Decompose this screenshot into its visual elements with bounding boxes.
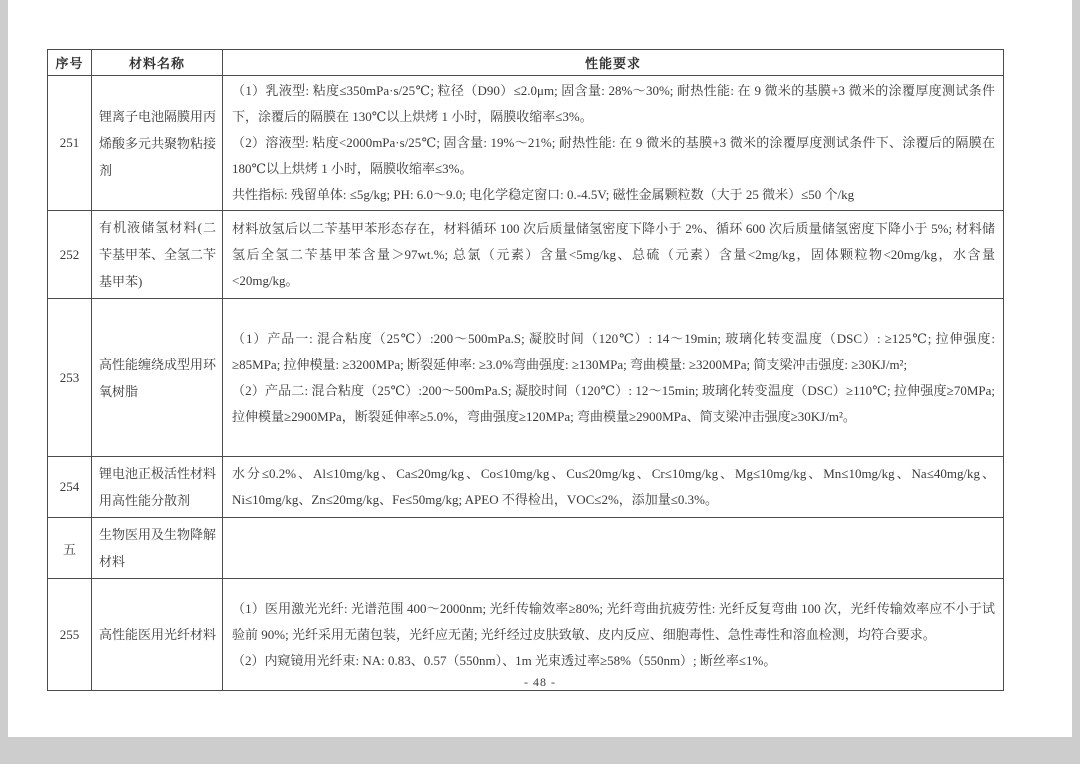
requirement-paragraph: （1）医用激光光纤: 光谱范围 400～2000nm; 光纤传输效率≥80%; 光纤弯曲抗疲劳性: 光纤反复弯曲 100 次，光纤传输效率应不小于试验前 90%; 光纤采用无菌包装，光纤应无菌; 光纤经过皮肤致敏、皮内反应、细胞毒性、急性毒性和溶血检测，均符合要求。 [232, 600, 995, 642]
row-index: 253 [48, 299, 92, 457]
requirements-cell [223, 76, 1004, 211]
requirements-cell [223, 457, 1004, 518]
page-number: - 48 - [524, 675, 556, 689]
requirements-cell [223, 211, 1004, 299]
table-row-category [48, 518, 1004, 579]
row-index: 255 [48, 579, 92, 691]
table-row [48, 211, 1004, 299]
requirements-cell [223, 579, 1004, 691]
row-index: 252 [48, 211, 92, 299]
requirement-paragraph: 共性指标: 残留单体: ≤5g/kg; PH: 6.0～9.0; 电化学稳定窗口: 0.-4.5V; 磁性金属颗粒数（大于 25 微米）≤50 个/kg [232, 187, 855, 202]
row-index: 254 [48, 457, 92, 518]
requirement-paragraph: （1）产品一: 混合粘度（25℃）:200～500mPa.S; 凝胶时间（120℃）: 14～19min; 玻璃化转变温度（DSC）: ≥125℃; 拉伸强度: ≥85MPa; 拉伸模量: ≥3200MPa; 断裂延伸率: ≥3.0%弯曲强度: ≥130MPa; 弯曲模量: ≥3200MPa; 简支梁冲击强度: ≥30KJ/m²; [232, 330, 995, 372]
table-row [48, 457, 1004, 518]
requirement-paragraph: （2）溶液型: 粘度<2000mPa·s/25℃; 固含量: 19%～21%; 耐热性能: 在 9 微米的基膜+3 微米的涂覆厚度测试条件下、涂覆后的隔膜在 180℃以上烘烤 1 小时，隔膜收缩率≤3%。 [232, 135, 995, 176]
row-index: 五 [48, 518, 92, 579]
row-index: 251 [48, 76, 92, 211]
material-name: 生物医用及生物降解材料 [92, 518, 223, 579]
column-header-material: 材料名称 [92, 50, 223, 76]
document-page [8, 0, 1072, 737]
column-header-requirements: 性能要求 [223, 50, 1004, 76]
material-name: 锂电池正极活性材料用高性能分散剂 [92, 457, 223, 518]
table-header-row [48, 50, 1004, 76]
table-row [48, 76, 1004, 211]
requirement-paragraph: （1）乳液型: 粘度≤350mPa·s/25℃; 粒径（D90）≤2.0μm; 固含量: 28%～30%; 耐热性能: 在 9 微米的基膜+3 微米的涂覆厚度测试条件下，涂覆后的隔膜在 130℃以上烘烤 1 小时，隔膜收缩率≤3%。 [232, 83, 995, 124]
requirement-paragraph: 材料放氢后以二苄基甲苯形态存在，材料循环 100 次后质量储氢密度下降小于 2%、循环 600 次后质量储氢密度下降小于 5%; 材料储氢后全氢二苄基甲苯含量＞97wt.%; 总氯（元素）含量<5mg/kg、总硫（元素）含量<2mg/kg，固体颗粒物<20mg/kg，水含量<20mg/kg。 [232, 220, 995, 288]
material-name: 高性能缠绕成型用环氧树脂 [92, 299, 223, 457]
materials-table [47, 49, 1004, 691]
requirements-cell-empty [223, 518, 1004, 579]
requirement-paragraph: （2）内窥镜用光纤束: NA: 0.83、0.57（550nm）、1m 光束透过率≥58%（550nm）; 断丝率≤1%。 [232, 652, 777, 668]
column-header-index: 序号 [48, 50, 92, 76]
table-row [48, 299, 1004, 457]
requirements-cell [223, 299, 1004, 457]
material-name: 锂离子电池隔膜用丙烯酸多元共聚物粘接剂 [92, 76, 223, 211]
material-name: 有机液储氢材料(二苄基甲苯、全氢二苄基甲苯) [92, 211, 223, 299]
table-row [48, 579, 1004, 691]
requirement-paragraph: （2）产品二: 混合粘度（25℃）:200～500mPa.S; 凝胶时间（120℃）: 12～15min; 玻璃化转变温度（DSC）≥110℃; 拉伸强度≥70MPa; 拉伸模量≥2900MPa，断裂延伸率≥5.0%，弯曲强度≥120MPa; 弯曲模量≥2900MPa、简支梁冲击强度≥30KJ/m²。 [232, 382, 995, 424]
requirement-paragraph: 水分≤0.2%、Al≤10mg/kg、Ca≤20mg/kg、Co≤10mg/kg、Cu≤20mg/kg、Cr≤10mg/kg、Mg≤10mg/kg、Mn≤10mg/kg、Na≤40mg/kg、Ni≤10mg/kg、Zn≤20mg/kg、Fe≤50mg/kg; APEO 不得检出，VOC≤2%，添加量≤0.3%。 [232, 466, 995, 507]
material-name: 高性能医用光纤材料 [92, 579, 223, 691]
